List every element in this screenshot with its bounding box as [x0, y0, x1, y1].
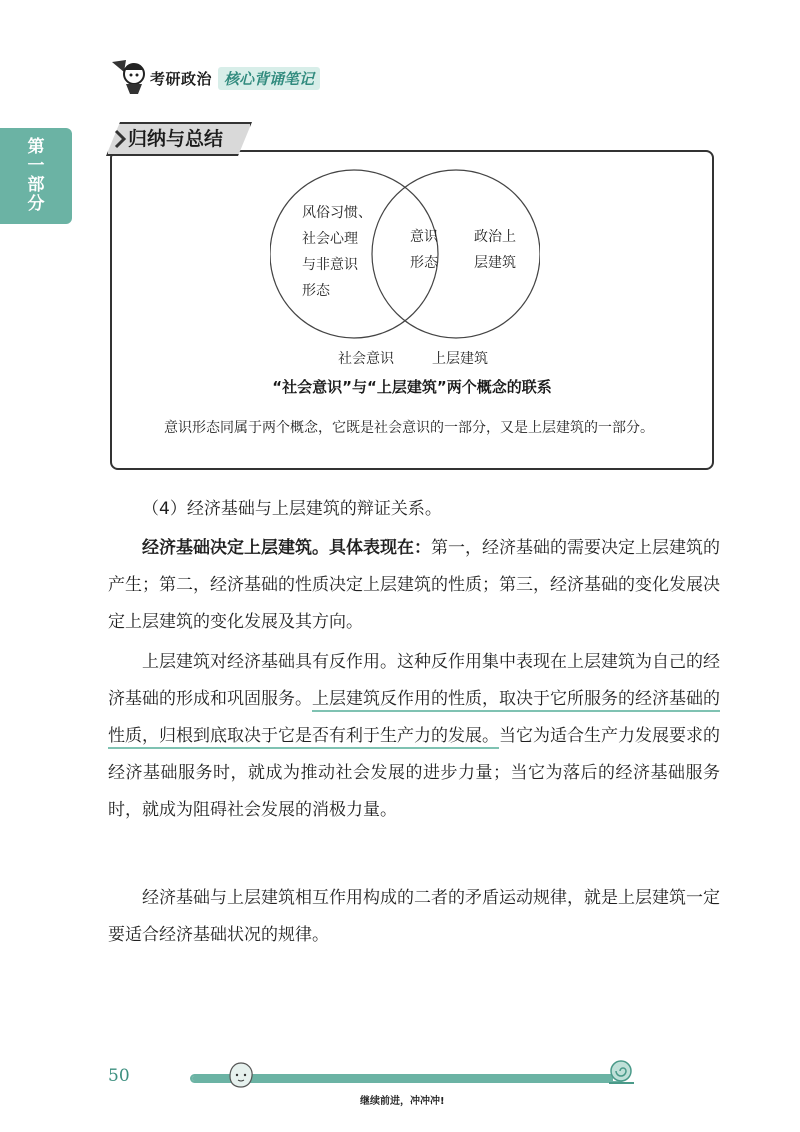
venn-left-text: 风俗习惯、 社会心理 与非意识 形态: [302, 205, 372, 299]
paragraph-rest: 第一，经济基础的需要决定上层建筑的产生；第二，经济基础的性质决定上层建筑的性质；第三，经济基础的变化发展决定上层建筑的变化发展及其方向。: [108, 538, 720, 632]
summary-title: 归纳与总结: [128, 128, 224, 150]
underlined-key-point: 上层建筑反作用的性质，取决于它所服务的经济基础的性质，归根到底取决于它是否有利于生产力的发展。: [108, 689, 720, 749]
snail-icon: [606, 1058, 636, 1086]
header-title-main: 考研政治: [150, 69, 213, 88]
paragraph-economic-base-determines: [108, 530, 720, 641]
side-tab: [0, 128, 72, 224]
page-number: 50: [108, 1066, 130, 1086]
venn-middle-text: 意识 形态: [410, 229, 438, 271]
summary-note: 意识形态同属于两个概念，它既是社会意识的一部分，又是上层建筑的一部分。: [164, 420, 654, 436]
footer-slogan: 继续前进，冲冲冲!: [360, 1096, 445, 1107]
paragraph-superstructure-reaction: [108, 644, 720, 829]
diagram-caption: “社会意识”与“上层建筑”两个概念的联系: [272, 378, 552, 396]
blob-mascot-icon: [226, 1060, 256, 1090]
paragraph-start: 上层建筑对经济基础具有反作用。这种反作用集中表现在上层建筑为自己的经济基础的形成和巩固服务。: [108, 652, 720, 709]
section-subheading: （4）经济基础与上层建筑的辩证关系。: [142, 499, 442, 519]
mascot-icon: [108, 56, 152, 96]
tab-marker-icon: [114, 129, 128, 149]
header-title: [150, 66, 320, 90]
header-title-highlight: 核心背诵笔记: [218, 67, 320, 90]
venn-label-social-consciousness: 社会意识: [338, 351, 394, 367]
venn-label-superstructure: 上层建筑: [432, 351, 488, 367]
venn-right-text: 政治上 层建筑: [474, 229, 516, 271]
side-tab-label: 第一部分: [27, 137, 45, 214]
paragraph-end: 当它为适合生产力发展要求的经济基础服务时，就成为推动社会发展的进步力量；当它为落后的经济基础服务时，就成为阻碍社会发展的消极力量。: [108, 726, 720, 820]
paragraph-contradiction-law: 经济基础与上层建筑相互作用构成的二者的矛盾运动规律，就是上层建筑一定要适合经济基础状况的规律。: [108, 888, 720, 945]
paragraph-lead-bold: 经济基础决定上层建筑。具体表现在：: [142, 538, 431, 558]
